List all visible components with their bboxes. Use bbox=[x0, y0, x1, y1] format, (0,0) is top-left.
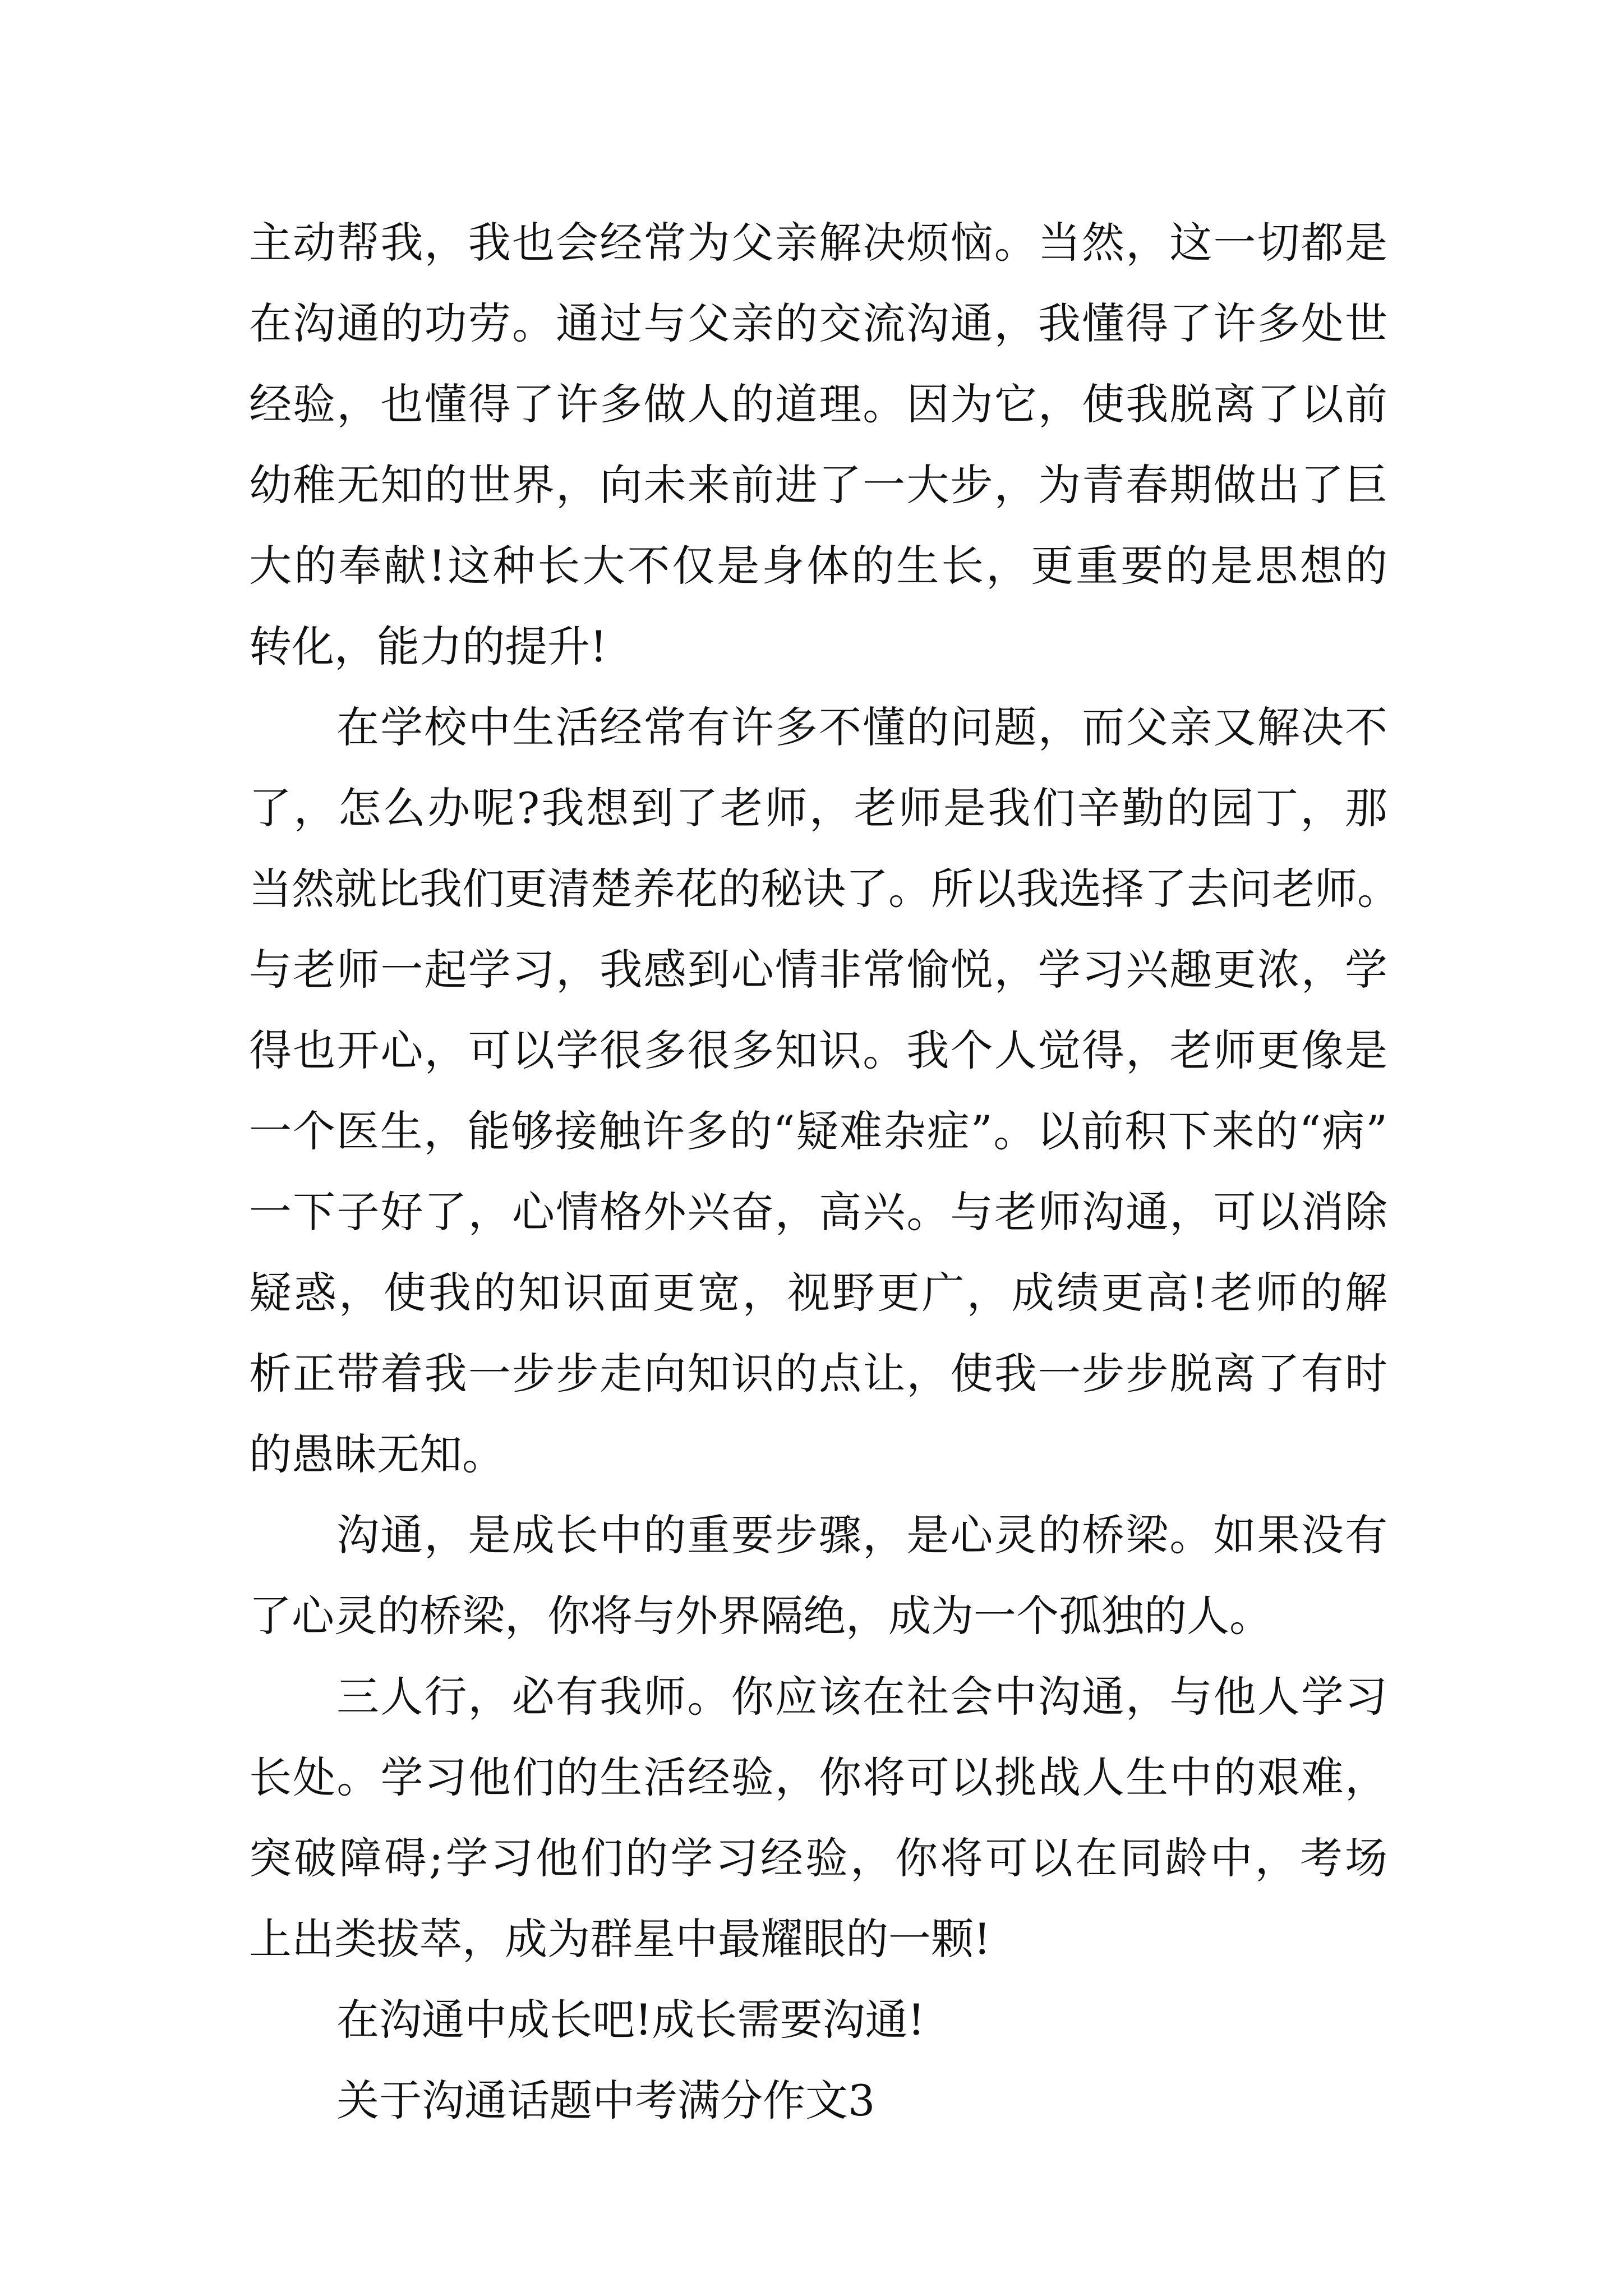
text-line: 析正带着我一步步走向知识的点让，使我一步步脱离了有时 bbox=[249, 1349, 1387, 1398]
text-line: 主动帮我，我也会经常为父亲解决烦恼。当然，这一切都是 bbox=[249, 218, 1387, 268]
text-line: 大的奉献!这种长大不仅是身体的生长，更重要的是思想的 bbox=[249, 541, 1387, 591]
paragraph-first-line: 在沟通中成长吧!成长需要沟通! bbox=[336, 1995, 925, 2045]
text-line: 了心灵的桥梁，你将与外界隔绝，成为一个孤独的人。 bbox=[249, 1591, 1272, 1641]
section-heading: 关于沟通话题中考满分作文3 bbox=[336, 2076, 875, 2125]
text-line: 在沟通的功劳。通过与父亲的交流沟通，我懂得了许多处世 bbox=[249, 298, 1387, 348]
text-line: 长处。学习他们的生活经验，你将可以挑战人生中的艰难， bbox=[249, 1752, 1387, 1802]
text-line: 一下子好了，心情格外兴奋，高兴。与老师沟通，可以消除 bbox=[249, 1187, 1387, 1237]
text-line: 了，怎么办呢?我想到了老师，老师是我们辛勤的园丁，那 bbox=[249, 783, 1387, 833]
text-line: 经验，也懂得了许多做人的道理。因为它，使我脱离了以前 bbox=[249, 379, 1387, 429]
text-line: 与老师一起学习，我感到心情非常愉悦，学习兴趣更浓，学 bbox=[249, 945, 1387, 995]
text-line: 一个医生，能够接触许多的“疑难杂症”。以前积下来的“病” bbox=[249, 1106, 1387, 1156]
text-line: 当然就比我们更清楚养花的秘诀了。所以我选择了去问老师。 bbox=[249, 864, 1400, 914]
paragraph-first-line: 沟通，是成长中的重要步骤，是心灵的桥梁。如果没有 bbox=[336, 1510, 1387, 1560]
text-line: 疑惑，使我的知识面更宽，视野更广，成绩更高!老师的解 bbox=[249, 1268, 1387, 1318]
text-line: 幼稚无知的世界，向未来前进了一大步，为青春期做出了巨 bbox=[249, 460, 1387, 510]
paragraph-first-line: 在学校中生活经常有许多不懂的问题，而父亲又解决不 bbox=[336, 702, 1387, 752]
text-line: 的愚昧无知。 bbox=[249, 1429, 505, 1479]
text-line: 得也开心，可以学很多很多知识。我个人觉得，老师更像是 bbox=[249, 1025, 1387, 1075]
text-line: 转化，能力的提升! bbox=[249, 622, 607, 671]
text-line: 突破障碍;学习他们的学习经验，你将可以在同龄中，考场 bbox=[249, 1833, 1387, 1883]
text-line: 上出类拔萃，成为群星中最耀眼的一颗! bbox=[249, 1914, 991, 1964]
paragraph-first-line: 三人行，必有我师。你应该在社会中沟通，与他人学习 bbox=[336, 1672, 1387, 1722]
